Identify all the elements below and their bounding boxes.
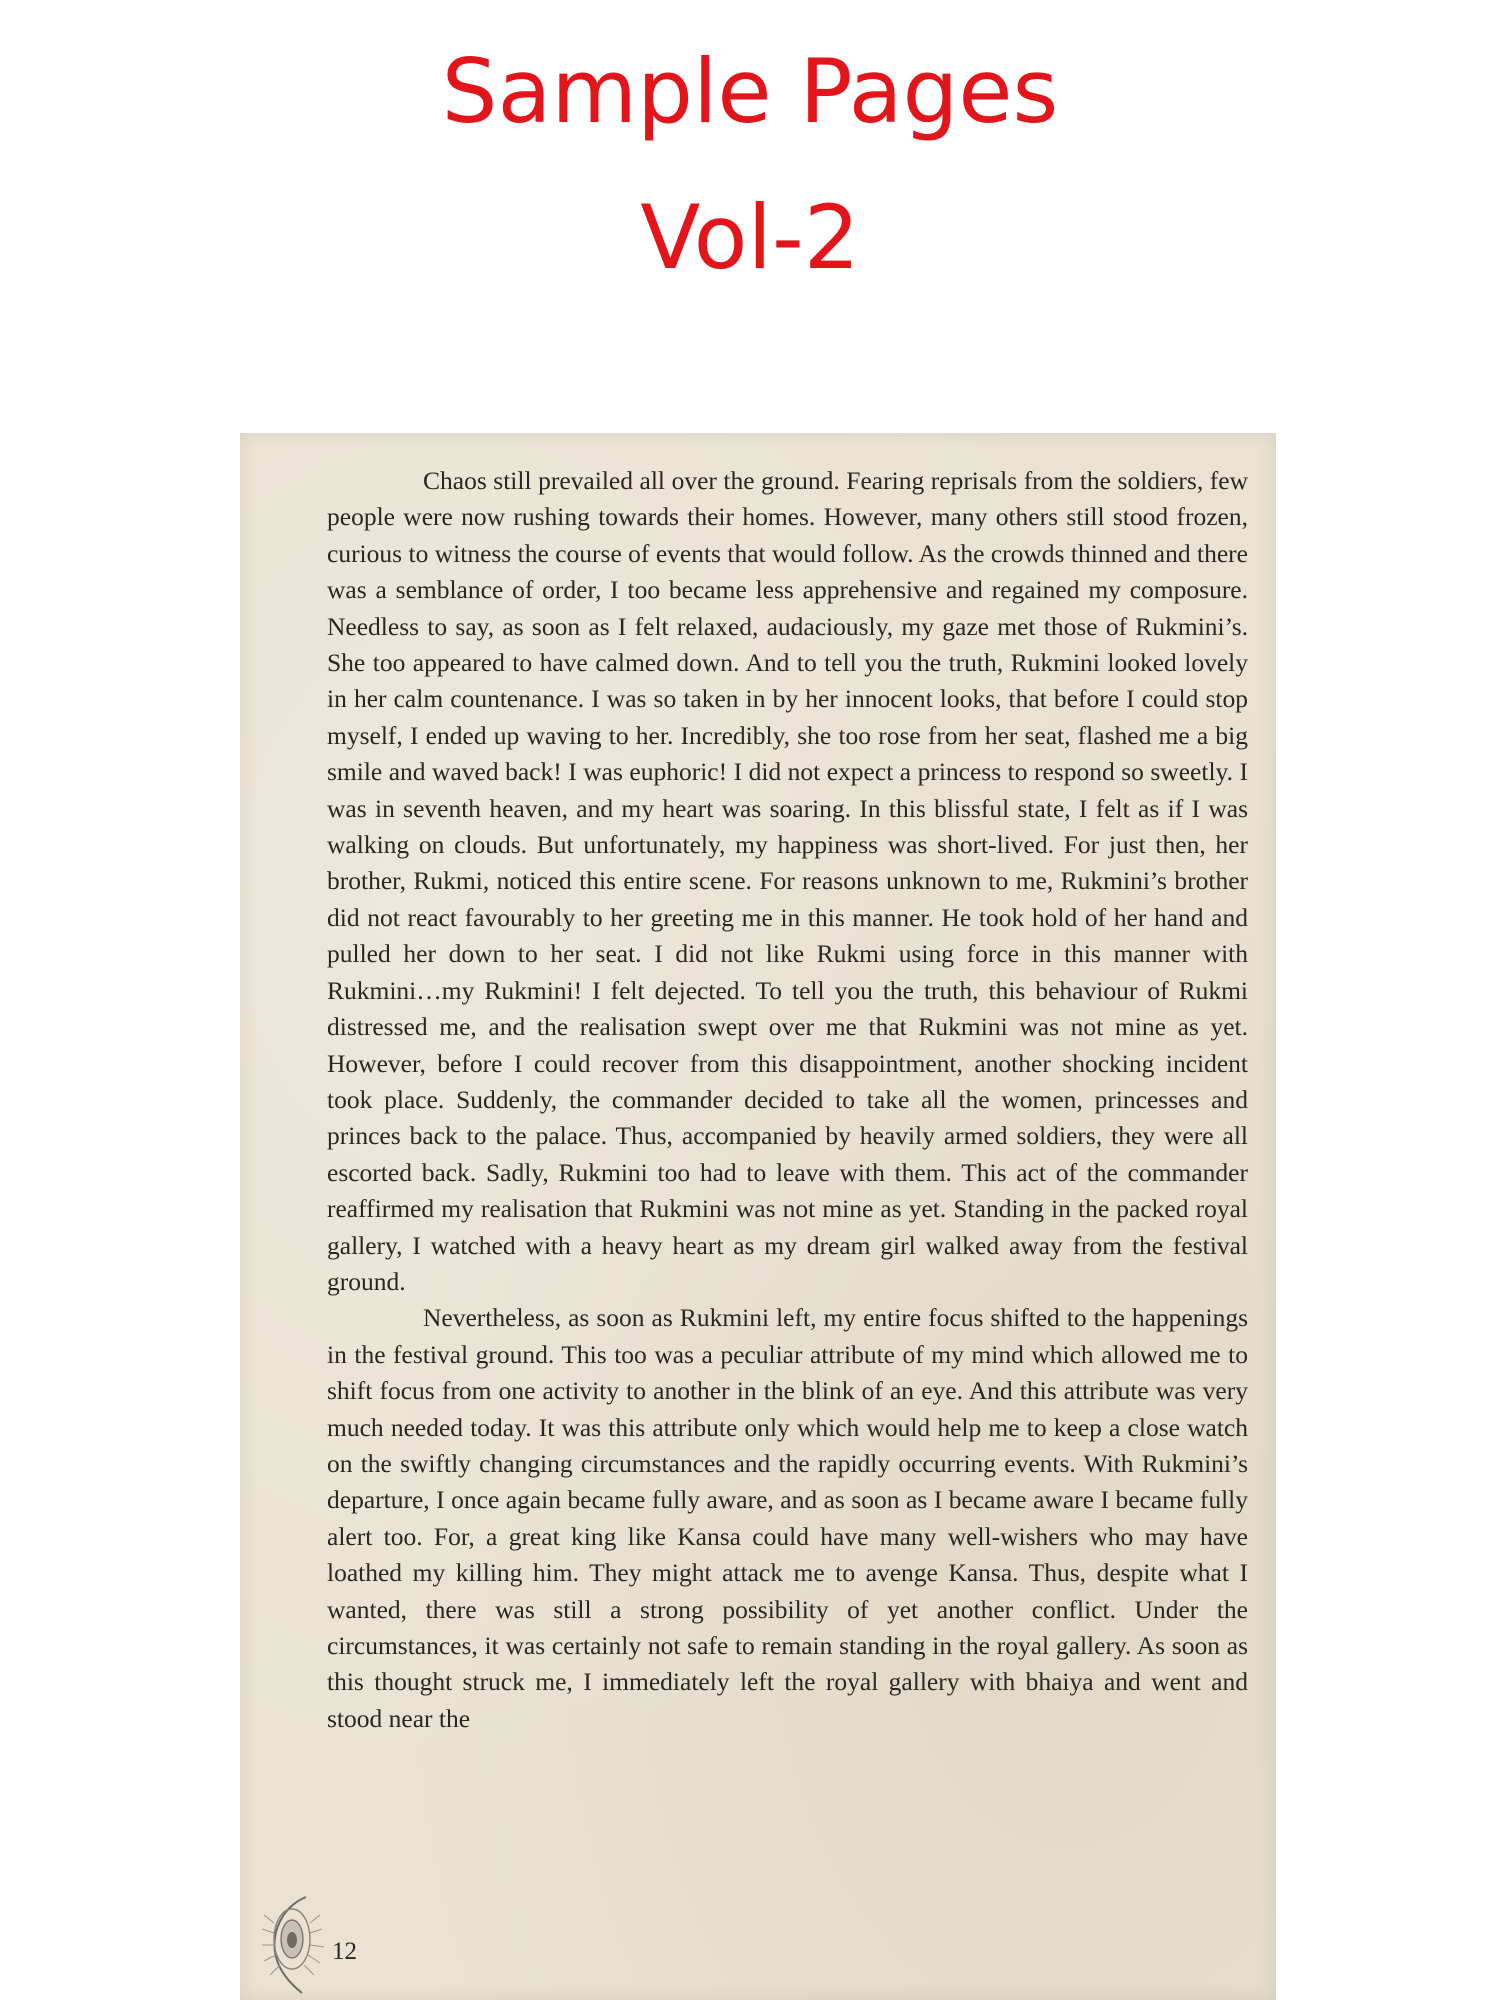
book-page-scan: [240, 433, 1276, 2000]
header-title: Sample Pages: [441, 40, 1059, 143]
paragraph-2: Nevertheless, as soon as Rukmini left, my entire focus shifted to the happenings in the festival ground. This too was a peculiar attribute of my mind which allowed me to shift focus from one activity to another in the blink of an eye. And this attribute was very much needed today. It was this attribute only which would help me to keep a close watch on the swiftly changing circumstances and the rapidly occurring events. With Rukmini’s departure, I once again became fully aware, and as soon as I became aware I became fully alert too. For, a great king like Kansa could have many well-wishers who may have loathed my killing him. They might attack me to avenge Kansa. Thus, despite what I wanted, there was still a strong possibility of yet another conflict. Under the circumstances, it was certainly not safe to remain standing in the royal gallery. As soon as this thought struck me, I immediately left the royal gallery with bhaiya and went and stood near the: [327, 1303, 1248, 1733]
page-header: [0, 0, 1500, 330]
header-volume: Vol-2: [640, 186, 860, 289]
paragraph-1: Chaos still prevailed all over the ground. Fearing reprisals from the soldiers, few people were now rushing towards their homes. However, many others still stood frozen, curious to witness the course of events that would follow. As the crowds thinned and there was a semblance of order, I too became less apprehensive and regained my composure. Needless to say, as soon as I felt relaxed, audaciously, my gaze met those of Rukmini’s. She too appeared to have calmed down. And to tell you the truth, Rukmini looked lovely in her calm countenance. I was so taken in by her innocent looks, that before I could stop myself, I ended up waving to her. Incredibly, she too rose from her seat, flashed me a big smile and waved back! I was euphoric! I did not expect a princess to respond so sweetly. I was in seventh heaven, and my heart was soaring. In this blissful state, I felt as if I was walking on clouds. But unfortunately, my happiness was short-lived. For just then, her brother, Rukmi, noticed this entire scene. For reasons unknown to me, Rukmini’s brother did not react favourably to her greeting me in this manner. He took hold of her hand and pulled her down to her seat. I did not like Rukmi using force in this manner with Rukmini…my Rukmini! I felt dejected. To tell you the truth, this behaviour of Rukmi distressed me, and the realisation swept over me that Rukmini was not mine as yet. However, before I could recover from this disappointment, another shocking incident took place. Suddenly, the commander decided to take all the women, princesses and princes back to the palace. Thus, accompanied by heavily armed soldiers, they were all escorted back. Sadly, Rukmini too had to leave with them. This act of the commander reaffirmed my realisation that Rukmini was not mine as yet. Standing in the packed royal gallery, I watched with a heavy heart as my dream girl walked away from the festival ground.: [327, 466, 1248, 1296]
page-number: 12: [332, 1938, 357, 1965]
page-body-text: [327, 463, 1248, 1737]
peacock-feather-icon: [262, 1893, 332, 1998]
